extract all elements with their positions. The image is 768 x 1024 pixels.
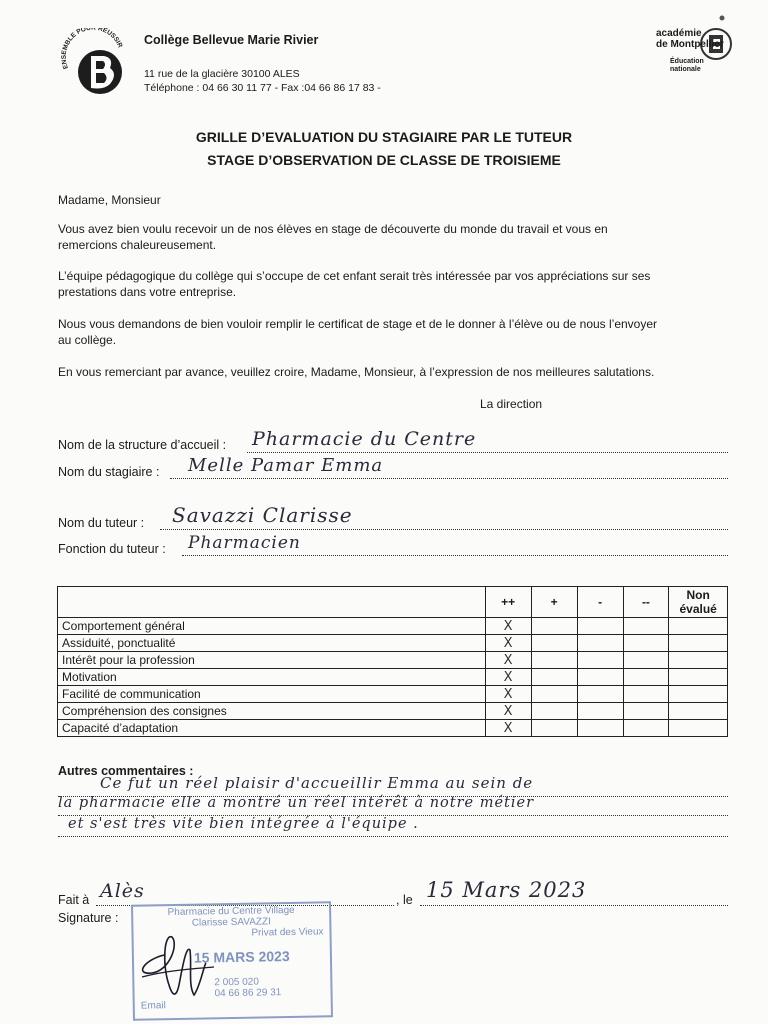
stamp-line3: Privat des Vieux: [251, 926, 324, 939]
grid-cell: [577, 686, 623, 703]
paragraph-1: Vous avez bien voulu recevoir un de nos élèves en stage de découverte du monde du travail et vous en remercions chaleureusement.: [58, 222, 608, 252]
criterion-label: Compréhension des consignes: [58, 703, 486, 720]
comments-label: Autres commentaires :: [58, 764, 194, 778]
school-address: [144, 67, 381, 95]
grid-cell: [485, 703, 531, 720]
date-dotted-line: [420, 905, 728, 906]
grid-cell: [485, 652, 531, 669]
criterion-label: Facilité de communication: [58, 686, 486, 703]
checkmark-x: X: [503, 686, 513, 702]
stamp-phone: 04 66 86 29 31: [214, 987, 282, 1000]
grid-cell: [623, 618, 669, 635]
grid-cell: [669, 618, 728, 635]
grid-cell: [669, 635, 728, 652]
grid-cell: [531, 618, 577, 635]
grid-row: [58, 669, 728, 686]
grid-cell: [577, 669, 623, 686]
stamp-line2: Clarisse SAVAZZI: [191, 916, 271, 929]
comment-line-1: Ce fut un réel plaisir d'accueillir Emma au sein de: [100, 774, 534, 792]
fonction-value: Pharmacien: [188, 533, 301, 553]
grid-cell: [531, 635, 577, 652]
grid-cell: [623, 669, 669, 686]
stagiaire-label: Nom du stagiaire :: [58, 465, 160, 479]
stagiaire-dotted-line: [170, 478, 728, 479]
address-line: 11 rue de la glacière 30100 ALES: [144, 68, 300, 80]
grid-cell: [577, 720, 623, 737]
tuteur-label: Nom du tuteur :: [58, 516, 145, 530]
grid-cell: [485, 635, 531, 652]
grid-cell: [531, 652, 577, 669]
grid-cell: [623, 703, 669, 720]
col-header-minusminus: --: [623, 587, 669, 618]
criterion-label: Motivation: [58, 669, 486, 686]
logo-text: ENSEMBLE POUR RÉUSSIR: [60, 28, 124, 70]
fonction-dotted-line: [182, 555, 728, 556]
checkmark-x: X: [503, 635, 513, 651]
comment-line-2: la pharmacie elle a montré un réel intérêt à notre métier: [58, 795, 535, 811]
college-logo: [58, 28, 130, 100]
fait-value: Alès: [100, 880, 145, 902]
grid-header-empty: [58, 587, 486, 618]
col-header-non-evalue: Non évalué: [669, 587, 728, 618]
grid-row: [58, 703, 728, 720]
criterion-label: Comportement général: [58, 618, 486, 635]
ministry-line1: Éducation: [670, 58, 704, 65]
grid-cell: [669, 720, 728, 737]
grid-cell: [485, 720, 531, 737]
academie-line1: académie: [656, 28, 702, 39]
fait-label: Fait à: [58, 893, 90, 907]
grid-cell: [669, 703, 728, 720]
academie-line2: de Montpellier: [656, 39, 724, 50]
stamp-line1: Pharmacie du Centre Village: [167, 904, 295, 919]
grid-row: [58, 618, 728, 635]
grid-cell: [669, 652, 728, 669]
grid-row: [58, 635, 728, 652]
criterion-label: Intérêt pour la profession: [58, 652, 486, 669]
salutation: Madame, Monsieur: [58, 193, 161, 207]
grid-cell: [531, 686, 577, 703]
comment-dotted-line-3: [58, 836, 728, 837]
grid-cell: [577, 635, 623, 652]
paragraph-2: L’équipe pédagogique du collège qui s’occupe de cet enfant serait très intéressée par vos appréciations sur ses prestations dans votre entreprise.: [58, 269, 651, 299]
structure-label: Nom de la structure d’accueil :: [58, 438, 227, 452]
grid-cell: [485, 618, 531, 635]
fonction-label: Fonction du tuteur :: [58, 542, 166, 556]
stamp-email: Email: [140, 1000, 166, 1012]
tuteur-dotted-line: [160, 529, 728, 530]
structure-value: Pharmacie du Centre: [252, 428, 477, 450]
doc-title-line2: STAGE D’OBSERVATION DE CLASSE DE TROISIEME: [207, 152, 561, 168]
grid-cell: [577, 703, 623, 720]
checkmark-x: X: [503, 720, 513, 736]
checkmark-x: X: [503, 652, 513, 668]
stamp-line4: 2 005 020: [214, 976, 259, 989]
handwritten-signature: [134, 925, 224, 1005]
stagiaire-value: Melle Pamar Emma: [188, 455, 384, 476]
doc-title-line1: GRILLE D’EVALUATION DU STAGIAIRE PAR LE TUTEUR: [195, 129, 573, 145]
date-label: , le: [396, 893, 413, 907]
criterion-label: Assiduité, ponctualité: [58, 635, 486, 652]
structure-dotted-line: [247, 452, 728, 453]
school-name: Collège Bellevue Marie Rivier: [144, 33, 319, 47]
paragraph-3: Nous vous demandons de bien vouloir remplir le certificat de stage et de le donner à l’élève ou de nous l’envoyer au collège.: [58, 317, 658, 347]
tuteur-value: Savazzi Clarisse: [172, 503, 353, 527]
ministry-line2: nationale: [670, 66, 701, 73]
grid-cell: [623, 686, 669, 703]
grid-cell: [623, 652, 669, 669]
paragraph-4: En vous remerciant par avance, veuillez croire, Madame, Monsieur, à l’expression de nos meilleures salutations.: [58, 365, 655, 379]
grid-row: [58, 652, 728, 669]
col-header-minus: -: [577, 587, 623, 618]
grid-cell: [531, 669, 577, 686]
checkmark-x: X: [503, 703, 513, 719]
grid-cell: [531, 703, 577, 720]
criterion-label: Capacité d’adaptation: [58, 720, 486, 737]
grid-row: [58, 686, 728, 703]
comment-line-3: et s'est très vite bien intégrée à l'équipe .: [68, 816, 419, 832]
evaluation-grid: [57, 586, 728, 737]
grid-cell: [669, 686, 728, 703]
signature-label: Signature :: [58, 911, 119, 925]
grid-cell: [623, 720, 669, 737]
grid-cell: [485, 669, 531, 686]
checkmark-x: X: [503, 618, 513, 634]
checkmark-x: X: [503, 669, 513, 685]
col-header-plus: +: [531, 587, 577, 618]
grid-header-row: [58, 587, 728, 618]
grid-row: [58, 720, 728, 737]
col-header-plusplus: ++: [485, 587, 531, 618]
grid-cell: [577, 618, 623, 635]
grid-cell: [531, 720, 577, 737]
ministry-name: [670, 58, 704, 74]
signoff: La direction: [480, 397, 543, 411]
grid-cell: [669, 669, 728, 686]
date-value: 15 Mars 2023: [426, 878, 587, 902]
grid-cell: [577, 652, 623, 669]
stamp-date: 15 MARS 2023: [193, 947, 290, 966]
phone-line: Téléphone : 04 66 30 11 77 - Fax :04 66 86 17 83 -: [144, 82, 381, 94]
grid-cell: [485, 686, 531, 703]
grid-cell: [623, 635, 669, 652]
academie-name: [656, 28, 724, 50]
